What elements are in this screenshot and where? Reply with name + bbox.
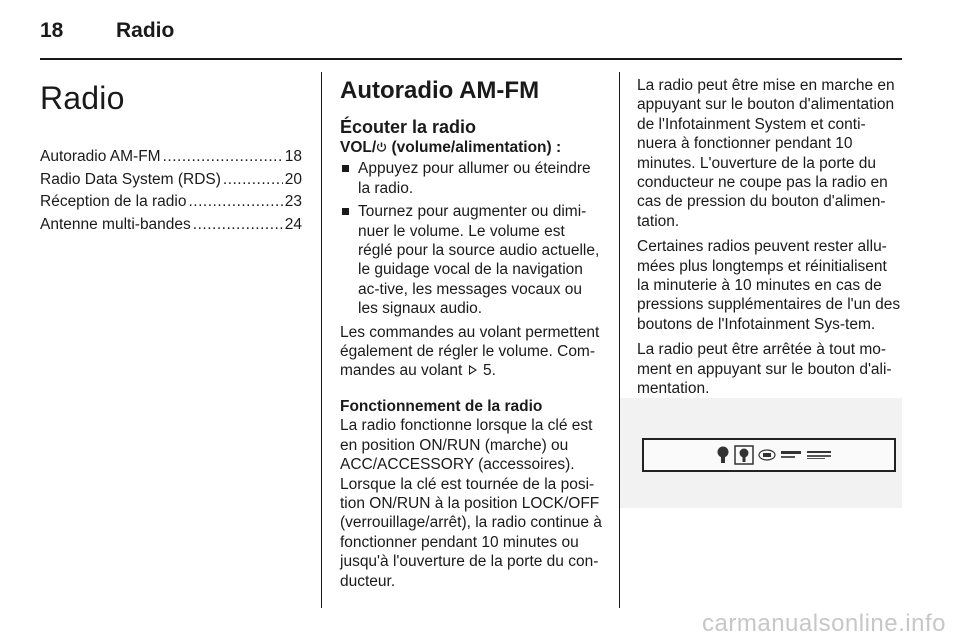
operation-heading: Fonctionnement de la radio xyxy=(340,397,543,415)
toc-entry-am-fm[interactable]: Autoradio AM-FM ..... 18 xyxy=(40,146,302,169)
section-heading: Autoradio AM-FM xyxy=(340,77,540,104)
list-item: Appuyez pour allumer ou éteindre la radio. xyxy=(340,159,602,198)
page-number: 18 xyxy=(40,19,64,42)
phone-icon xyxy=(734,445,754,465)
content-column-right xyxy=(637,76,901,399)
page-reference-link[interactable]: 5. xyxy=(482,362,496,380)
vol-control-label: VOL/ (volume/alimentation) : xyxy=(340,139,562,156)
bullet-icon xyxy=(342,208,349,215)
radio-faceplate xyxy=(642,438,896,472)
timer-paragraph: Certaines radios peuvent rester allu-mées plus longtemps et réinitialisent la minuterie à 10 minutes en cas de pressions supplémentaires de l'un des boutons de l'Infotainment Sys-tem. xyxy=(637,238,901,333)
voice-control-icon xyxy=(716,445,730,465)
content-column-main xyxy=(340,70,602,591)
toc-entry-rds[interactable]: Radio Data System (RDS) ..... 20 xyxy=(40,169,302,192)
steering-paragraph: Les commandes au volant permettent également de régler le volume. Com-mandes au volant 5. xyxy=(340,323,600,380)
faceplate-logos xyxy=(716,444,832,466)
list-item: Tournez pour augmenter ou dimi-nuer le volume. Le volume est réglé pour la source audio actuelle, le guidage vocal de la navigation ac-tive, les messages vocaux ou les signaux audio. xyxy=(340,202,602,318)
power-paragraph: La radio peut être mise en marche en appuyant sur le bouton d'alimentation de l'Infotainment System et conti-nuera à fonctionner pendant 10 minutes. L'ouverture de la porte du conducteur ne coupe pas la radio en cas de pression du bouton d'alimen-tation. xyxy=(637,77,895,230)
chapter-title: Radio xyxy=(40,80,125,116)
toc-entry-antenna[interactable]: Antenne multi-bandes ..... 24 xyxy=(40,214,302,237)
column-divider-2 xyxy=(619,72,620,608)
watermark: carmanualsonline.info xyxy=(702,610,946,637)
toc-entry-reception[interactable]: Réception de la radio ..... 23 xyxy=(40,191,302,214)
shutdown-paragraph: La radio peut être arrêtée à tout mo-ment en appuyant sur le bouton d'ali-mentation. xyxy=(637,341,892,398)
chapter-column xyxy=(40,70,302,236)
operation-paragraph: La radio fonctionne lorsque la clé est en position ON/RUN (marche) ou ACC/ACCESSORY (accessoires). Lorsque la clé est tournée de la posi-tion ON/RUN à la position LOCK/OFF (verrouillage/arrêt), la radio continue à fonctionner pendant 10 minutes ou jusqu'à l'ouverture de la porte du con-ducteur. xyxy=(340,417,602,590)
cross-reference-icon xyxy=(469,365,477,375)
radio-illustration xyxy=(620,398,902,508)
vol-bullet-list xyxy=(340,159,602,318)
section-title: Radio xyxy=(116,19,175,42)
brand-logo-icon xyxy=(780,449,802,461)
header-rule xyxy=(40,58,902,60)
bluetooth-logo-icon xyxy=(758,449,776,461)
subsection-heading: Écouter la radio xyxy=(340,117,477,137)
power-icon xyxy=(376,141,387,153)
sirius-logo-icon xyxy=(806,449,832,461)
chapter-toc xyxy=(40,146,302,236)
bullet-icon xyxy=(342,165,349,172)
column-divider-1 xyxy=(321,72,322,608)
